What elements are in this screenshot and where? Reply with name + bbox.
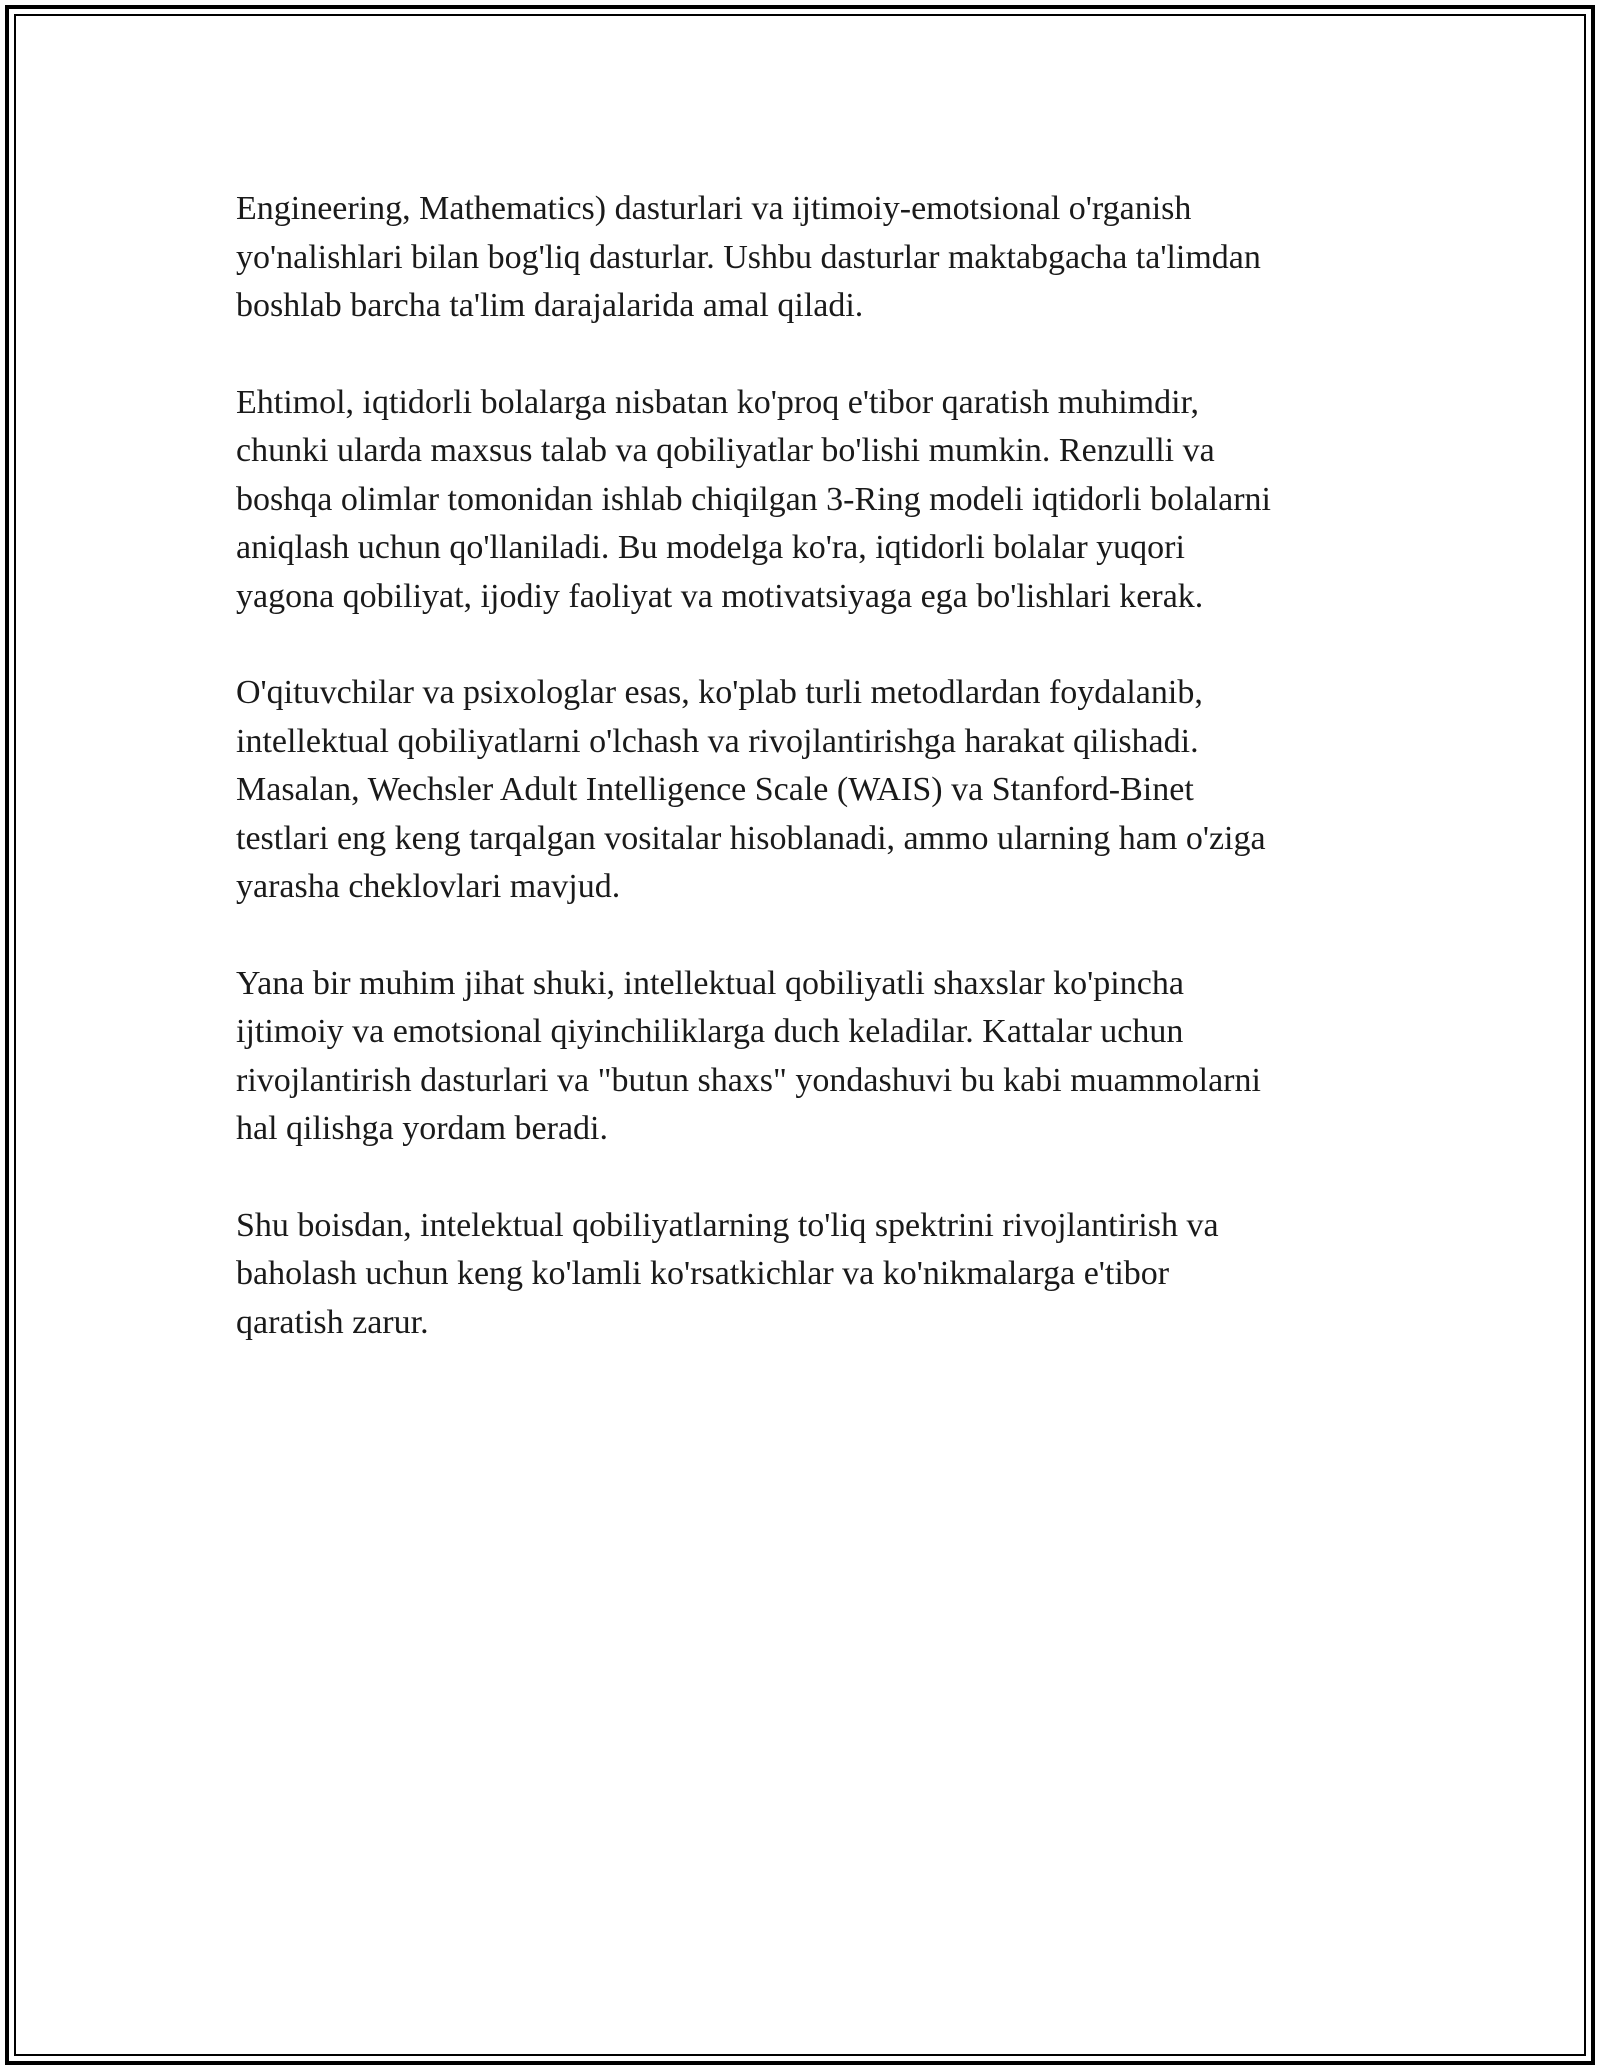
paragraph-2: Ehtimol, iqtidorli bolalarga nisbatan ko'proq e'tibor qaratish muhimdir, chunki ularda maxsus talab va qobiliyatlar bo'lishi mumkin. Renzulli va boshqa olimlar tomonidan ishlab chiqilgan 3-Ring modeli iqtidorli bolalarni aniqlash uchun qo'llaniladi. Bu modelga ko'ra, iqtidorli bolalar yuqori yagona qobiliyat, ijodiy faoliyat va motivatsiyaga ega bo'lishlari kerak. <box>236 383 1271 615</box>
paragraph-3: O'qituvchilar va psixologlar esas, ko'plab turli metodlardan foydalanib, intellektual qobiliyatlarni o'lchash va rivojlantirishga harakat qilishadi. Masalan, Wechsler Adult Intelligence Scale (WAIS) va Stanford-Binet testlari eng keng tarqalgan vositalar hisoblanadi, ammo ularning ham o'ziga yarasha cheklovlari mavjud. <box>236 674 1266 905</box>
paragraph-4: Yana bir muhim jihat shuki, intellektual qobiliyatli shaxslar ko'pincha ijtimoiy va emotsional qiyinchiliklarga duch keladilar. Kattalar uchun rivojlantirish dasturlari va "butun shaxs" yondashuvi bu kabi muammolarni hal qilishga yordam beradi. <box>236 964 1261 1147</box>
document-body <box>236 185 1376 1395</box>
paragraph-1: Engineering, Mathematics) dasturlari va ijtimoiy-emotsional o'rganish yo'nalishlari bilan bog'liq dasturlar. Ushbu dasturlar maktabgacha ta'limdan boshlab barcha ta'lim darajalarida amal qiladi. <box>236 190 1261 324</box>
paragraph-5: Shu boisdan, intelektual qobiliyatlarning to'liq spektrini rivojlantirish va baholash uchun keng ko'lamli ko'rsatkichlar va ko'nikmalarga e'tibor qaratish zarur. <box>236 1206 1219 1341</box>
